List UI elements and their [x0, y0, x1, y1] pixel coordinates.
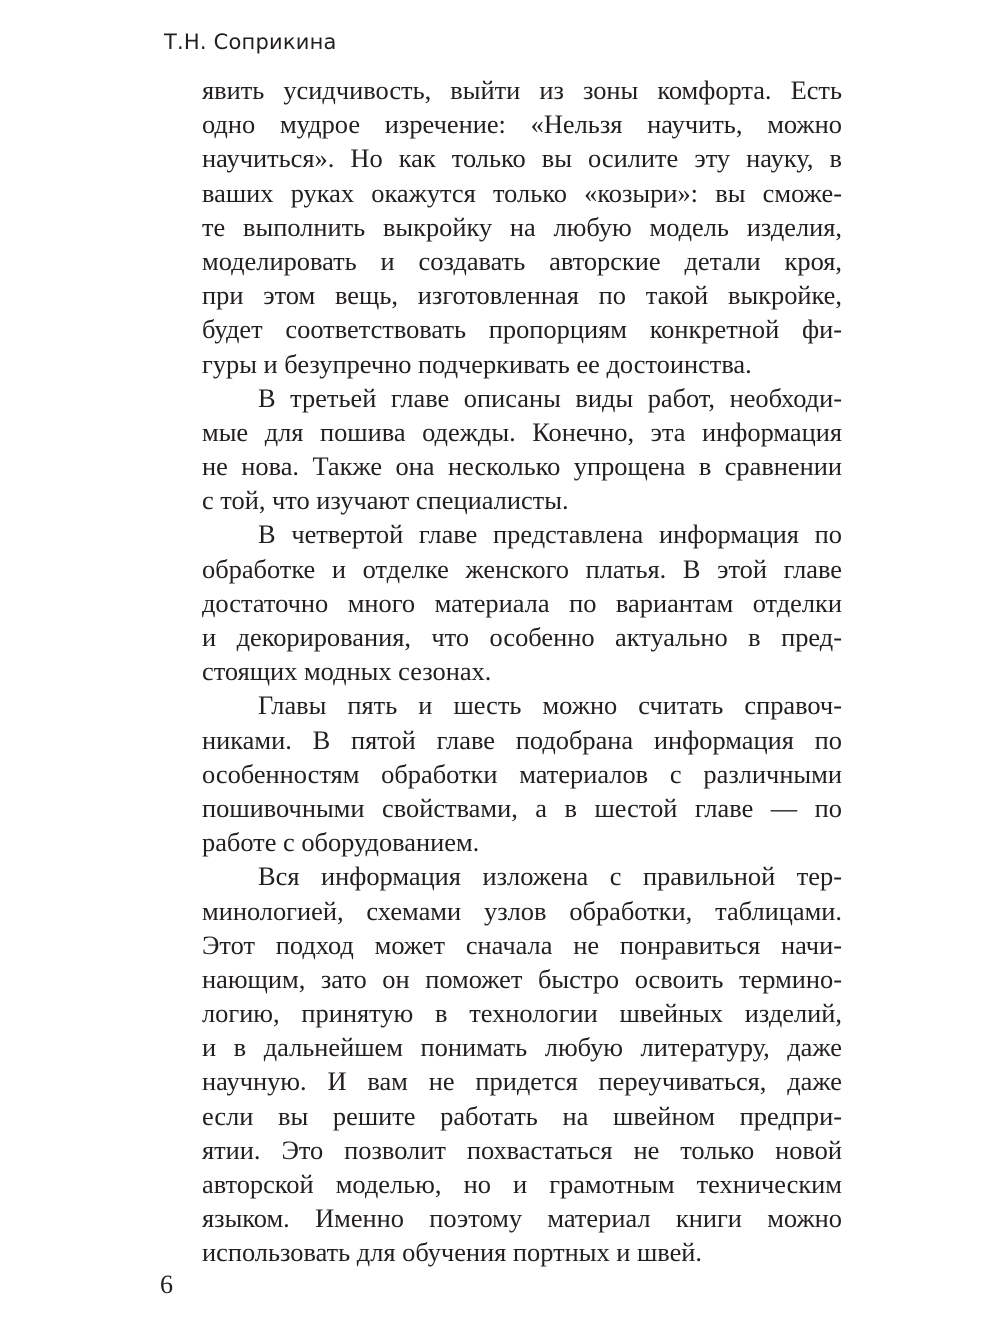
- text-line: обработке и отделке женского платья. В этой главе: [202, 553, 842, 584]
- text-line: ятии. Это позволит похвастаться не только новой: [202, 1134, 842, 1165]
- text-line: моделировать и создавать авторские детали кроя,: [202, 245, 842, 276]
- text-line: и декорирования, что особенно актуально в пред-: [202, 622, 842, 652]
- body-text: [202, 73, 842, 1270]
- text-line: пошивочными свойствами, а в шестой главе — по: [202, 792, 842, 823]
- text-line: научиться». Но как только вы осилите эту науку, в: [202, 143, 842, 174]
- text-line: научную. И вам не придется переучиваться, даже: [202, 1066, 842, 1097]
- text-line: языком. Именно поэтому материал книги можно: [202, 1203, 842, 1234]
- text-line: не нова. Также она несколько упрощена в сравнении: [202, 451, 842, 482]
- text-line: авторской моделью, но и грамотным техническим: [202, 1169, 842, 1199]
- text-line: гуры и безупречно подчеркивать ее достоинства.: [202, 348, 752, 379]
- text-line: В четвертой главе представлена информация по: [258, 519, 842, 550]
- text-line: мые для пошива одежды. Конечно, эта информация: [202, 416, 842, 447]
- running-head-author: Т.Н. Соприкина: [164, 30, 337, 54]
- text-line: логию, принятую в технологии швейных изделий,: [202, 998, 842, 1029]
- text-line: Этот подход может сначала не понравиться начи-: [202, 929, 842, 960]
- paragraph: [202, 859, 842, 1269]
- paragraph: [202, 517, 842, 688]
- text-line: если вы решите работать на швейном предпри-: [202, 1100, 842, 1131]
- text-line: В третьей главе описаны виды работ, необходи-: [258, 382, 842, 413]
- text-line: достаточно много материала по вариантам отделки: [202, 587, 842, 618]
- text-line: с той, что изучают специалисты.: [202, 485, 569, 516]
- text-line: будет соответствовать пропорциям конкретной фи-: [202, 314, 842, 345]
- page-number: 6: [160, 1270, 173, 1299]
- text-line: явить усидчивость, выйти из зоны комфорта. Есть: [202, 75, 842, 105]
- text-line: ваших руках окажутся только «козыри»: вы сможе-: [202, 177, 842, 208]
- text-line: минологией, схемами узлов обработки, таблицами.: [202, 895, 842, 926]
- text-line: особенностям обработки материалов с различными: [202, 758, 842, 789]
- text-line: никами. В пятой главе подобрана информация по: [202, 724, 842, 755]
- text-line: Вся информация изложена с правильной тер-: [258, 861, 842, 892]
- text-line: нающим, зато он поможет быстро освоить термино-: [202, 963, 842, 994]
- paragraph: [202, 73, 842, 381]
- text-line: и в дальнейшем понимать любую литературу, даже: [202, 1032, 842, 1063]
- text-line: стоящих модных сезонах.: [202, 656, 492, 687]
- text-line: использовать для обучения портных и швей.: [202, 1237, 703, 1268]
- text-line: работе с оборудованием.: [202, 827, 480, 858]
- text-line: те выполнить выкройку на любую модель изделия,: [202, 211, 842, 242]
- paragraph: [202, 688, 842, 859]
- text-line: Главы пять и шесть можно считать справоч-: [258, 690, 842, 721]
- text-line: при этом вещь, изготовленная по такой выкройке,: [202, 280, 842, 311]
- paragraph: [202, 381, 842, 518]
- text-line: одно мудрое изречение: «Нельзя научить, можно: [202, 109, 842, 140]
